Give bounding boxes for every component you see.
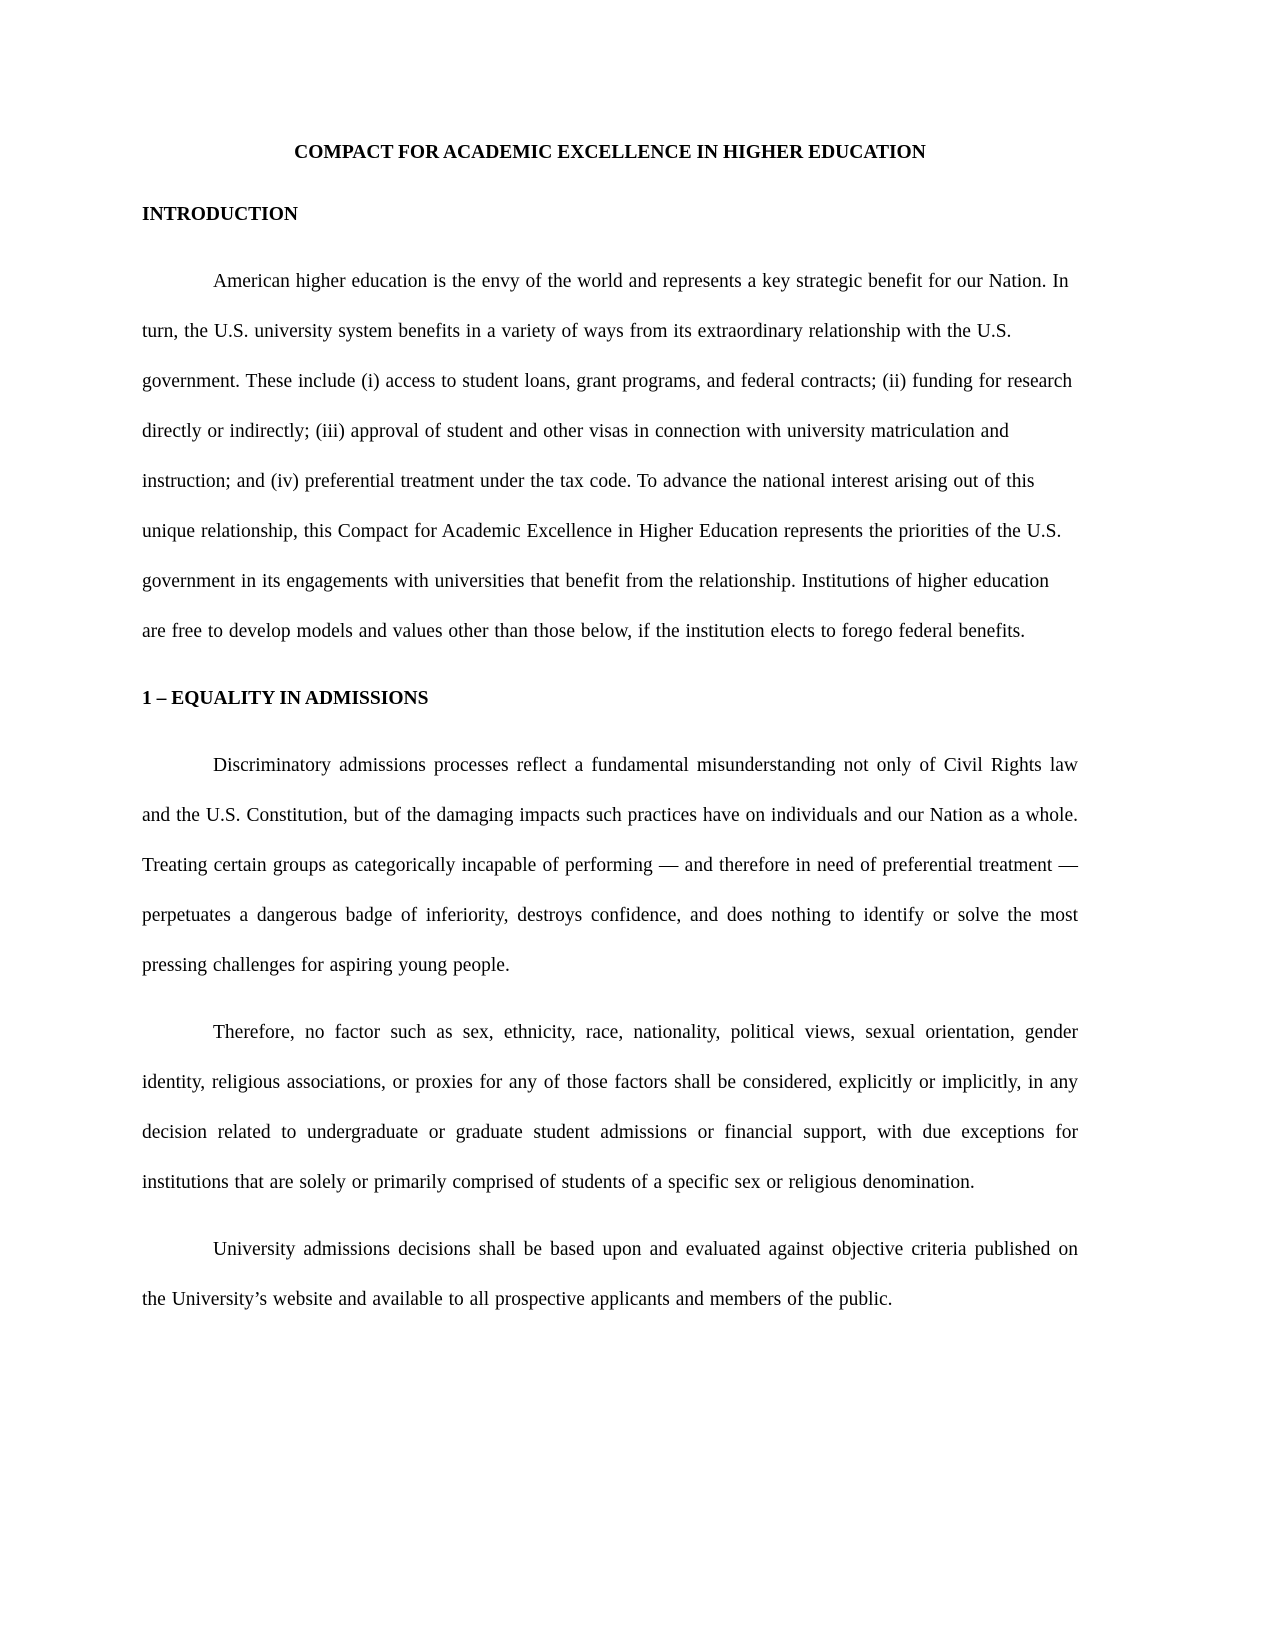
paragraph-equality-3: University admissions decisions shall be based upon and evaluated against objective criteria published on the University’s website and available to all prospective applicants and members of the public. bbox=[142, 1239, 1078, 1310]
paragraph-introduction-1: American higher education is the envy of the world and represents a key strategic benefit for our Nation. In turn, the U.S. university system benefits in a variety of ways from its extraordinary relationship with the U.S. government. These include (i) access to student loans, grant programs, and federal contracts; (ii) funding for research directly or indirectly; (iii) approval of student and other visas in connection with university matriculation and instruction; and (iv) preferential treatment under the tax code. To advance the national interest arising out of this unique relationship, this Compact for Academic Excellence in Higher Education represents the priorities of the U.S. government in its engagements with universities that benefit from the relationship. Institutions of higher education are free to develop models and values other than those below, if the institution elects to forego federal benefits. bbox=[142, 271, 1073, 642]
section-heading-introduction: INTRODUCTION bbox=[142, 204, 299, 225]
paragraph-equality-2: Therefore, no factor such as sex, ethnicity, race, nationality, political views, sexual orientation, gender identity, religious associations, or proxies for any of those factors shall be considered, explicitly or implicitly, in any decision related to undergraduate or graduate student admissions or financial support, with due exceptions for institutions that are solely or primarily comprised of students of a specific sex or religious denomination. bbox=[142, 1022, 1078, 1193]
section-heading-equality-in-admissions: 1 – EQUALITY IN ADMISSIONS bbox=[142, 688, 429, 709]
document-title: COMPACT FOR ACADEMIC EXCELLENCE IN HIGHER EDUCATION bbox=[294, 142, 926, 163]
paragraph-equality-1: Discriminatory admissions processes reflect a fundamental misunderstanding not only of Civil Rights law and the U.S. Constitution, but of the damaging impacts such practices have on individuals and our Nation as a whole. Treating certain groups as categorically incapable of performing — and therefore in need of preferential treatment — perpetuates a dangerous badge of inferiority, destroys confidence, and does nothing to identify or solve the most pressing challenges for aspiring young people. bbox=[142, 755, 1078, 976]
